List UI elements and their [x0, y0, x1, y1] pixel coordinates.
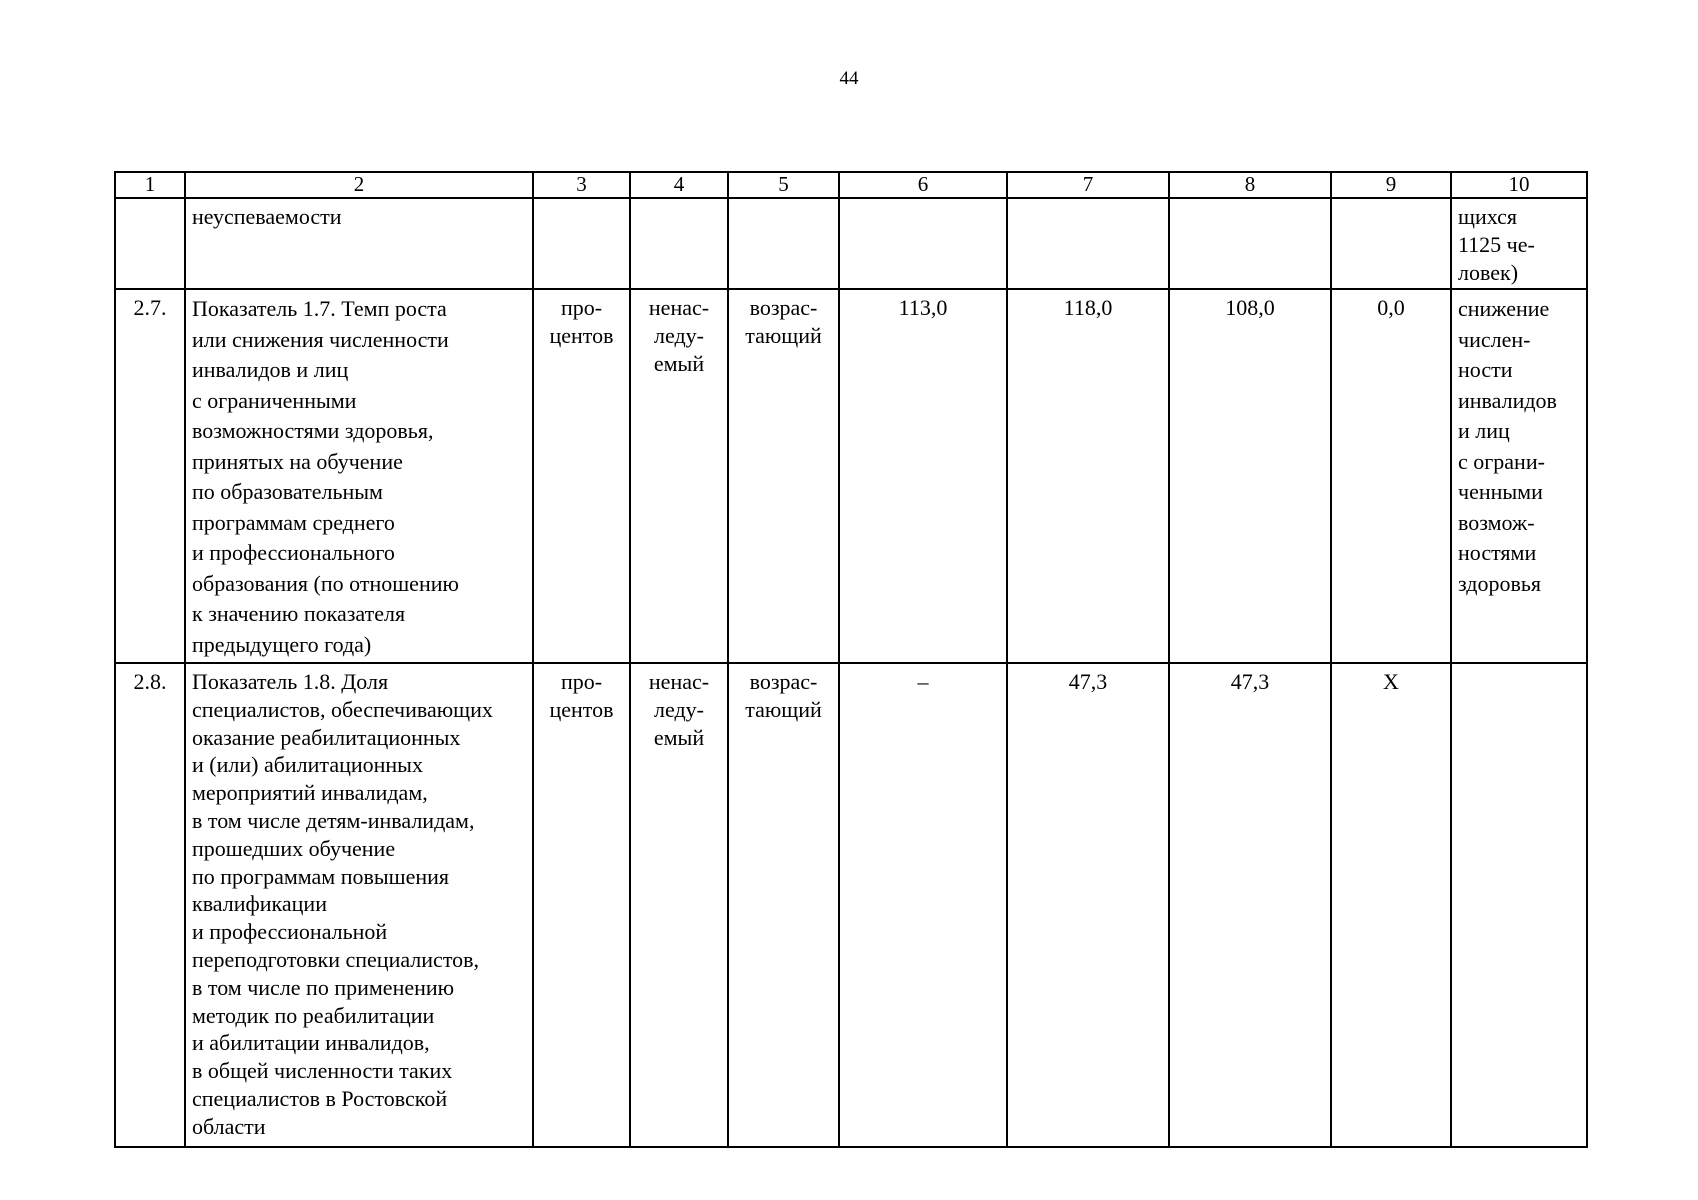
- col-header: 2: [185, 172, 533, 198]
- value-cell: [1169, 198, 1331, 289]
- col-header: 6: [839, 172, 1007, 198]
- value-cell: [1331, 198, 1451, 289]
- value-cell: –: [839, 663, 1007, 1147]
- note-cell: снижение числен- ности инвалидов и лиц с ограни- ченными возмож- ностями здоровья: [1451, 289, 1587, 663]
- table-row: [115, 289, 1587, 663]
- value-cell: 47,3: [1169, 663, 1331, 1147]
- trend-cell: возрас- тающий: [728, 289, 839, 663]
- col-header: 4: [630, 172, 728, 198]
- type-cell: ненас- леду- емый: [630, 289, 728, 663]
- type-cell: [630, 198, 728, 289]
- trend-cell: [728, 198, 839, 289]
- value-cell: 47,3: [1007, 663, 1169, 1147]
- value-cell: 0,0: [1331, 289, 1451, 663]
- note-cell: щихся 1125 че- ловек): [1451, 198, 1587, 289]
- col-header: 10: [1451, 172, 1587, 198]
- indicator-name: Показатель 1.8. Доля специалистов, обеспечивающих оказание реабилитационных и (или) абилитационных мероприятий инвалидам, в том числе детям-инвалидам, прошедших обучение по программам повышения квалификации и профессиональной переподготовки специалистов, в том числе по применению методик по реабилитации и абилитации инвалидов, в общей численности таких специалистов в Ростовской области: [185, 663, 533, 1147]
- value-cell: [1007, 198, 1169, 289]
- table-row: [115, 663, 1587, 1147]
- col-header: 8: [1169, 172, 1331, 198]
- col-header: 7: [1007, 172, 1169, 198]
- value-cell: 113,0: [839, 289, 1007, 663]
- value-cell: [839, 198, 1007, 289]
- col-header: 1: [115, 172, 185, 198]
- indicators-table: [114, 171, 1588, 1148]
- row-number: [115, 198, 185, 289]
- page-number: 44: [839, 68, 859, 89]
- row-number: 2.8.: [115, 663, 185, 1147]
- value-cell: Х: [1331, 663, 1451, 1147]
- indicator-name: неуспеваемости: [185, 198, 533, 289]
- unit-cell: [533, 198, 630, 289]
- row-number: 2.7.: [115, 289, 185, 663]
- indicator-name: Показатель 1.7. Темп роста или снижения численности инвалидов и лиц с ограниченными возможностями здоровья, принятых на обучение по образовательным программам среднего и профессионального образования (по отношению к значению показателя предыдущего года): [185, 289, 533, 663]
- table-row: [115, 198, 1587, 289]
- value-cell: 118,0: [1007, 289, 1169, 663]
- type-cell: ненас- леду- емый: [630, 663, 728, 1147]
- unit-cell: про- центов: [533, 663, 630, 1147]
- table-header-row: [115, 172, 1587, 198]
- col-header: 9: [1331, 172, 1451, 198]
- col-header: 5: [728, 172, 839, 198]
- col-header: 3: [533, 172, 630, 198]
- trend-cell: возрас- тающий: [728, 663, 839, 1147]
- value-cell: 108,0: [1169, 289, 1331, 663]
- unit-cell: про- центов: [533, 289, 630, 663]
- note-cell: [1451, 663, 1587, 1147]
